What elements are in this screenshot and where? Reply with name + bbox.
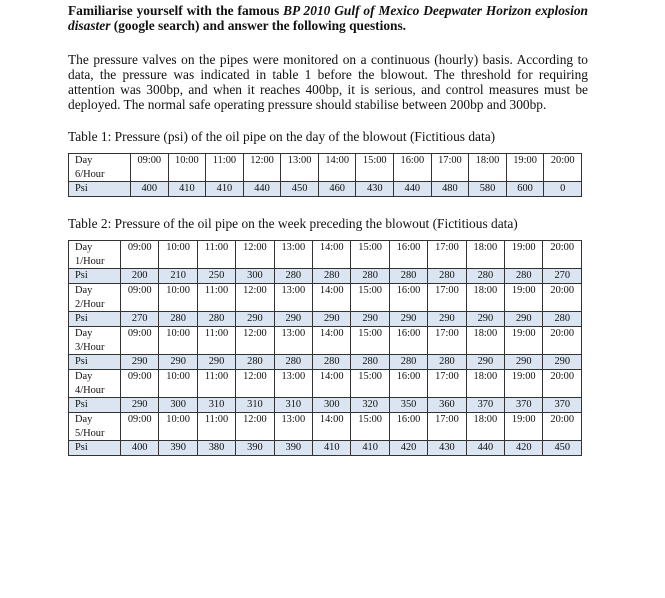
day-label-cell: Day xyxy=(69,327,121,342)
time-cell: 09:00 xyxy=(131,154,169,169)
time-cell: 10:00 xyxy=(159,327,197,342)
psi-value-cell: 280 xyxy=(466,269,504,284)
table-row xyxy=(69,241,582,256)
psi-value-cell: 270 xyxy=(121,312,159,327)
psi-value-cell: 290 xyxy=(466,355,504,370)
empty-cell xyxy=(197,341,235,355)
psi-value-cell: 390 xyxy=(236,441,274,456)
psi-value-cell: 440 xyxy=(394,182,432,197)
document-page xyxy=(68,0,588,456)
empty-cell xyxy=(428,341,466,355)
time-cell: 20:00 xyxy=(543,327,582,342)
psi-value-cell: 350 xyxy=(389,398,427,413)
psi-value-cell: 290 xyxy=(428,312,466,327)
psi-value-cell: 270 xyxy=(543,269,582,284)
table-row xyxy=(69,255,582,269)
psi-value-cell: 280 xyxy=(197,312,235,327)
empty-cell xyxy=(274,384,312,398)
intro-prefix: Familiarise yourself with the famous xyxy=(68,3,280,18)
time-cell: 09:00 xyxy=(121,327,159,342)
time-cell: 14:00 xyxy=(313,241,351,256)
empty-cell xyxy=(159,255,197,269)
empty-cell xyxy=(505,341,543,355)
psi-value-cell: 430 xyxy=(428,441,466,456)
psi-value-cell: 430 xyxy=(356,182,394,197)
intro-suffix: (google search) and answer the following questions. xyxy=(113,18,407,33)
psi-value-cell: 0 xyxy=(544,182,582,197)
table-row xyxy=(69,370,582,385)
time-cell: 16:00 xyxy=(389,284,427,299)
empty-cell xyxy=(389,384,427,398)
table-row xyxy=(69,298,582,312)
time-cell: 13:00 xyxy=(274,413,312,428)
empty-cell xyxy=(543,298,582,312)
table-row xyxy=(69,398,582,413)
empty-cell xyxy=(389,255,427,269)
psi-value-cell: 280 xyxy=(389,355,427,370)
psi-value-cell: 290 xyxy=(236,312,274,327)
time-cell: 10:00 xyxy=(168,154,206,169)
time-cell: 09:00 xyxy=(121,241,159,256)
psi-value-cell: 290 xyxy=(121,355,159,370)
psi-value-cell: 450 xyxy=(543,441,582,456)
psi-value-cell: 280 xyxy=(313,355,351,370)
time-cell: 14:00 xyxy=(313,327,351,342)
psi-value-cell: 280 xyxy=(274,355,312,370)
empty-cell xyxy=(131,168,169,182)
empty-cell xyxy=(428,255,466,269)
time-cell: 14:00 xyxy=(313,284,351,299)
psi-value-cell: 280 xyxy=(428,355,466,370)
context-paragraph: The pressure valves on the pipes were monitored on a continuous (hourly) basis. According to data, the pressure was indicated in table 1 before the blowout. The threshold for requiring attention was 300bp, and when it reaches 400bp, it is serious, and control measures must be deployed. The normal safe operating pressure should stabilise between 200bp and 300bp. xyxy=(68,52,588,112)
time-cell: 14:00 xyxy=(318,154,356,169)
psi-value-cell: 250 xyxy=(197,269,235,284)
psi-value-cell: 410 xyxy=(313,441,351,456)
empty-cell xyxy=(159,341,197,355)
time-cell: 18:00 xyxy=(466,413,504,428)
day-label-cell: Day xyxy=(69,370,121,385)
empty-cell xyxy=(197,298,235,312)
time-cell: 17:00 xyxy=(428,413,466,428)
psi-value-cell: 370 xyxy=(466,398,504,413)
empty-cell xyxy=(389,427,427,441)
psi-value-cell: 280 xyxy=(236,355,274,370)
psi-value-cell: 300 xyxy=(236,269,274,284)
empty-cell xyxy=(466,341,504,355)
time-cell: 12:00 xyxy=(236,327,274,342)
table2-caption: Table 2: Pressure of the oil pipe on the week preceding the blowout (Fictitious data) xyxy=(68,216,518,231)
empty-cell xyxy=(236,427,274,441)
psi-label-cell: Psi xyxy=(69,182,131,197)
psi-value-cell: 290 xyxy=(274,312,312,327)
table-row xyxy=(69,384,582,398)
psi-value-cell: 400 xyxy=(121,441,159,456)
empty-cell xyxy=(313,255,351,269)
empty-cell xyxy=(274,255,312,269)
psi-value-cell: 210 xyxy=(159,269,197,284)
empty-cell xyxy=(351,427,389,441)
empty-cell xyxy=(274,298,312,312)
time-cell: 14:00 xyxy=(313,413,351,428)
table-row xyxy=(69,284,582,299)
empty-cell xyxy=(197,255,235,269)
intro-instruction xyxy=(68,3,588,33)
empty-cell xyxy=(351,384,389,398)
psi-value-cell: 310 xyxy=(236,398,274,413)
psi-value-cell: 280 xyxy=(351,269,389,284)
psi-value-cell: 600 xyxy=(506,182,544,197)
table1 xyxy=(68,153,582,197)
time-cell: 12:00 xyxy=(236,241,274,256)
empty-cell xyxy=(428,427,466,441)
time-cell: 15:00 xyxy=(351,241,389,256)
time-cell: 11:00 xyxy=(206,154,244,169)
empty-cell xyxy=(544,168,582,182)
psi-label-cell: Psi xyxy=(69,269,121,284)
time-cell: 10:00 xyxy=(159,284,197,299)
time-cell: 15:00 xyxy=(351,413,389,428)
empty-cell xyxy=(466,427,504,441)
empty-cell xyxy=(236,255,274,269)
empty-cell xyxy=(313,298,351,312)
psi-value-cell: 360 xyxy=(428,398,466,413)
empty-cell xyxy=(274,427,312,441)
table1-caption: Table 1: Pressure (psi) of the oil pipe on the day of the blowout (Fictitious data) xyxy=(68,129,496,144)
empty-cell xyxy=(236,384,274,398)
time-cell: 20:00 xyxy=(543,284,582,299)
empty-cell xyxy=(543,255,582,269)
psi-value-cell: 290 xyxy=(466,312,504,327)
time-cell: 09:00 xyxy=(121,413,159,428)
day-label-cell: Day xyxy=(69,241,121,256)
psi-value-cell: 290 xyxy=(389,312,427,327)
time-cell: 18:00 xyxy=(466,370,504,385)
time-cell: 16:00 xyxy=(389,327,427,342)
empty-cell xyxy=(431,168,469,182)
psi-value-cell: 280 xyxy=(313,269,351,284)
table-row xyxy=(69,427,582,441)
empty-cell xyxy=(466,255,504,269)
time-cell: 15:00 xyxy=(356,154,394,169)
time-cell: 19:00 xyxy=(506,154,544,169)
time-cell: 11:00 xyxy=(197,327,235,342)
empty-cell xyxy=(505,427,543,441)
empty-cell xyxy=(236,298,274,312)
time-cell: 12:00 xyxy=(243,154,281,169)
table-row xyxy=(69,168,582,182)
psi-value-cell: 310 xyxy=(197,398,235,413)
time-cell: 19:00 xyxy=(505,370,543,385)
hour-label-cell: 1/Hour xyxy=(69,255,121,269)
time-cell: 19:00 xyxy=(505,413,543,428)
psi-value-cell: 290 xyxy=(543,355,582,370)
table-row xyxy=(69,327,582,342)
table-row xyxy=(69,154,582,169)
empty-cell xyxy=(466,298,504,312)
empty-cell xyxy=(351,255,389,269)
psi-value-cell: 290 xyxy=(505,355,543,370)
empty-cell xyxy=(351,341,389,355)
psi-value-cell: 280 xyxy=(428,269,466,284)
psi-value-cell: 370 xyxy=(543,398,582,413)
empty-cell xyxy=(281,168,319,182)
psi-value-cell: 410 xyxy=(206,182,244,197)
empty-cell xyxy=(121,427,159,441)
psi-value-cell: 300 xyxy=(159,398,197,413)
hour-label-cell: 4/Hour xyxy=(69,384,121,398)
time-cell: 11:00 xyxy=(197,241,235,256)
time-cell: 13:00 xyxy=(281,154,319,169)
time-cell: 12:00 xyxy=(236,284,274,299)
time-cell: 12:00 xyxy=(236,370,274,385)
day-label-cell: Day xyxy=(69,284,121,299)
time-cell: 20:00 xyxy=(544,154,582,169)
psi-value-cell: 280 xyxy=(274,269,312,284)
time-cell: 17:00 xyxy=(428,284,466,299)
time-cell: 15:00 xyxy=(351,327,389,342)
hour-label-cell: 2/Hour xyxy=(69,298,121,312)
psi-label-cell: Psi xyxy=(69,355,121,370)
empty-cell xyxy=(313,427,351,441)
time-cell: 17:00 xyxy=(428,241,466,256)
time-cell: 13:00 xyxy=(274,241,312,256)
time-cell: 11:00 xyxy=(197,284,235,299)
time-cell: 09:00 xyxy=(121,370,159,385)
psi-value-cell: 290 xyxy=(197,355,235,370)
hour-label-cell: 5/Hour xyxy=(69,427,121,441)
time-cell: 15:00 xyxy=(351,370,389,385)
psi-value-cell: 400 xyxy=(131,182,169,197)
psi-value-cell: 290 xyxy=(159,355,197,370)
empty-cell xyxy=(428,298,466,312)
empty-cell xyxy=(356,168,394,182)
psi-value-cell: 280 xyxy=(505,269,543,284)
psi-value-cell: 280 xyxy=(159,312,197,327)
psi-value-cell: 280 xyxy=(543,312,582,327)
empty-cell xyxy=(236,341,274,355)
time-cell: 13:00 xyxy=(274,370,312,385)
day-label-cell: Day xyxy=(69,154,131,169)
time-cell: 09:00 xyxy=(121,284,159,299)
empty-cell xyxy=(543,341,582,355)
psi-value-cell: 390 xyxy=(159,441,197,456)
psi-value-cell: 280 xyxy=(389,269,427,284)
empty-cell xyxy=(243,168,281,182)
empty-cell xyxy=(469,168,507,182)
time-cell: 18:00 xyxy=(466,284,504,299)
time-cell: 13:00 xyxy=(274,327,312,342)
empty-cell xyxy=(121,384,159,398)
empty-cell xyxy=(159,384,197,398)
time-cell: 14:00 xyxy=(313,370,351,385)
empty-cell xyxy=(389,298,427,312)
time-cell: 10:00 xyxy=(159,370,197,385)
table-row xyxy=(69,355,582,370)
empty-cell xyxy=(168,168,206,182)
time-cell: 19:00 xyxy=(505,241,543,256)
empty-cell xyxy=(274,341,312,355)
empty-cell xyxy=(206,168,244,182)
time-cell: 16:00 xyxy=(394,154,432,169)
hour-label-cell: 3/Hour xyxy=(69,341,121,355)
empty-cell xyxy=(543,384,582,398)
psi-label-cell: Psi xyxy=(69,398,121,413)
empty-cell xyxy=(197,384,235,398)
empty-cell xyxy=(506,168,544,182)
empty-cell xyxy=(394,168,432,182)
time-cell: 17:00 xyxy=(428,370,466,385)
psi-value-cell: 290 xyxy=(351,312,389,327)
time-cell: 20:00 xyxy=(543,241,582,256)
psi-value-cell: 410 xyxy=(168,182,206,197)
time-cell: 17:00 xyxy=(431,154,469,169)
table-row xyxy=(69,413,582,428)
time-cell: 10:00 xyxy=(159,241,197,256)
empty-cell xyxy=(543,427,582,441)
empty-cell xyxy=(121,341,159,355)
time-cell: 15:00 xyxy=(351,284,389,299)
empty-cell xyxy=(121,298,159,312)
intro-italic-topic: BP 2010 Gulf of Mexico Deepwater Horizon explosion disaster xyxy=(68,3,588,33)
psi-value-cell: 280 xyxy=(351,355,389,370)
table-row xyxy=(69,312,582,327)
empty-cell xyxy=(428,384,466,398)
time-cell: 11:00 xyxy=(197,413,235,428)
psi-value-cell: 450 xyxy=(281,182,319,197)
empty-cell xyxy=(197,427,235,441)
time-cell: 18:00 xyxy=(466,327,504,342)
table-row xyxy=(69,182,582,197)
psi-value-cell: 480 xyxy=(431,182,469,197)
psi-value-cell: 420 xyxy=(505,441,543,456)
table2 xyxy=(68,240,582,456)
psi-value-cell: 320 xyxy=(351,398,389,413)
empty-cell xyxy=(159,298,197,312)
table-row xyxy=(69,441,582,456)
psi-value-cell: 580 xyxy=(469,182,507,197)
empty-cell xyxy=(389,341,427,355)
psi-label-cell: Psi xyxy=(69,441,121,456)
empty-cell xyxy=(505,384,543,398)
time-cell: 20:00 xyxy=(543,413,582,428)
table-row xyxy=(69,269,582,284)
time-cell: 17:00 xyxy=(428,327,466,342)
hour-label-cell: 6/Hour xyxy=(69,168,131,182)
time-cell: 19:00 xyxy=(505,284,543,299)
time-cell: 18:00 xyxy=(469,154,507,169)
empty-cell xyxy=(505,298,543,312)
day-label-cell: Day xyxy=(69,413,121,428)
psi-value-cell: 290 xyxy=(121,398,159,413)
time-cell: 19:00 xyxy=(505,327,543,342)
time-cell: 20:00 xyxy=(543,370,582,385)
empty-cell xyxy=(121,255,159,269)
psi-value-cell: 440 xyxy=(466,441,504,456)
psi-value-cell: 460 xyxy=(318,182,356,197)
psi-value-cell: 290 xyxy=(313,312,351,327)
table-row xyxy=(69,341,582,355)
time-cell: 16:00 xyxy=(389,241,427,256)
time-cell: 18:00 xyxy=(466,241,504,256)
empty-cell xyxy=(351,298,389,312)
empty-cell xyxy=(313,384,351,398)
time-cell: 16:00 xyxy=(389,370,427,385)
empty-cell xyxy=(505,255,543,269)
psi-value-cell: 370 xyxy=(505,398,543,413)
psi-value-cell: 310 xyxy=(274,398,312,413)
empty-cell xyxy=(313,341,351,355)
psi-value-cell: 290 xyxy=(505,312,543,327)
time-cell: 10:00 xyxy=(159,413,197,428)
psi-label-cell: Psi xyxy=(69,312,121,327)
time-cell: 13:00 xyxy=(274,284,312,299)
psi-value-cell: 420 xyxy=(389,441,427,456)
psi-value-cell: 440 xyxy=(243,182,281,197)
psi-value-cell: 380 xyxy=(197,441,235,456)
psi-value-cell: 390 xyxy=(274,441,312,456)
time-cell: 16:00 xyxy=(389,413,427,428)
empty-cell xyxy=(159,427,197,441)
empty-cell xyxy=(466,384,504,398)
psi-value-cell: 200 xyxy=(121,269,159,284)
psi-value-cell: 300 xyxy=(313,398,351,413)
time-cell: 12:00 xyxy=(236,413,274,428)
empty-cell xyxy=(318,168,356,182)
psi-value-cell: 410 xyxy=(351,441,389,456)
time-cell: 11:00 xyxy=(197,370,235,385)
